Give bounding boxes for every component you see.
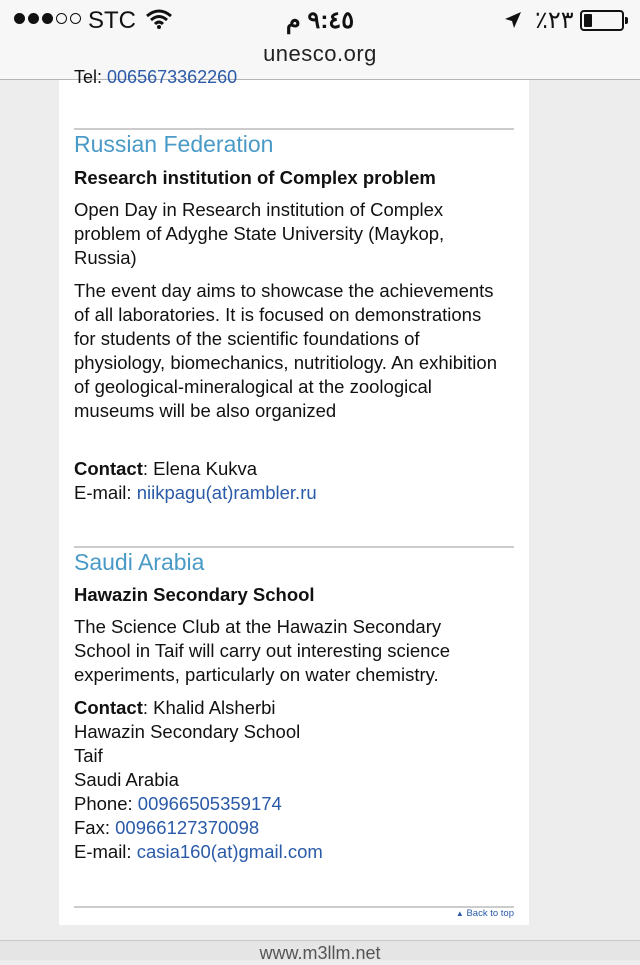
divider [74,128,514,130]
divider [74,906,514,908]
event-summary-saudi: The Science Club at the Hawazin Secondary School in Taif will carry out interesting science experiments, particularly on water chemistry. [74,616,450,685]
partial-tel-link[interactable]: 0065673362260 [107,67,238,87]
email-link-saudi[interactable]: casia160(at)gmail.com [136,841,323,862]
divider [74,546,514,548]
event-details-russia: The event day aims to showcase the achievements of all laboratories. It is focused on demonstrations for students of the scientific foundations of physiology, biomechanics, nutritiology. An exhibition of geological-mineralogical at the zoological museums will be also organized [74,280,497,421]
contact-block-russia: Contact: Elena Kukva E-mail: niikpagu(at)rambler.ru [74,458,317,503]
partial-tel-line: Tel: 0065673362260 [74,67,238,87]
phone-link-saudi[interactable]: 00966505359174 [137,793,282,814]
contact-block-saudi: Contact: Khalid Alsherbi Hawazin Secondary School Taif Saudi Arabia Phone: 00966505359174 Fax: 00966127370098 E-mail: casia160(at)gmail.com [74,697,323,862]
clock: ٩:٤٥ م [285,7,355,34]
back-to-top-link[interactable]: ▲ Back to top [455,908,514,919]
email-link-russia[interactable]: niikpagu(at)rambler.ru [136,482,317,503]
battery-icon [580,10,624,31]
institution-name-russia: Research institution of Complex problem [74,167,436,188]
fax-link-saudi[interactable]: 00966127370098 [115,817,260,838]
battery-percent: ٪٢٣ [535,7,574,34]
carrier-name: STC [88,7,136,34]
country-heading-russia: Russian Federation [74,131,274,157]
status-bar [0,0,640,40]
event-summary-russia: Open Day in Research institution of Complex problem of Adyghe State University (Maykop, Russia) [74,199,445,268]
up-arrow-icon: ▲ [455,909,464,918]
url-text[interactable]: unesco.org [263,41,377,66]
bottom-toolbar [0,940,640,963]
country-heading-saudi: Saudi Arabia [74,549,205,575]
institution-name-saudi: Hawazin Secondary School [74,584,315,605]
location-arrow-icon [503,10,523,30]
page-content [59,67,529,925]
watermark-text: www.m3llm.net [259,943,381,963]
